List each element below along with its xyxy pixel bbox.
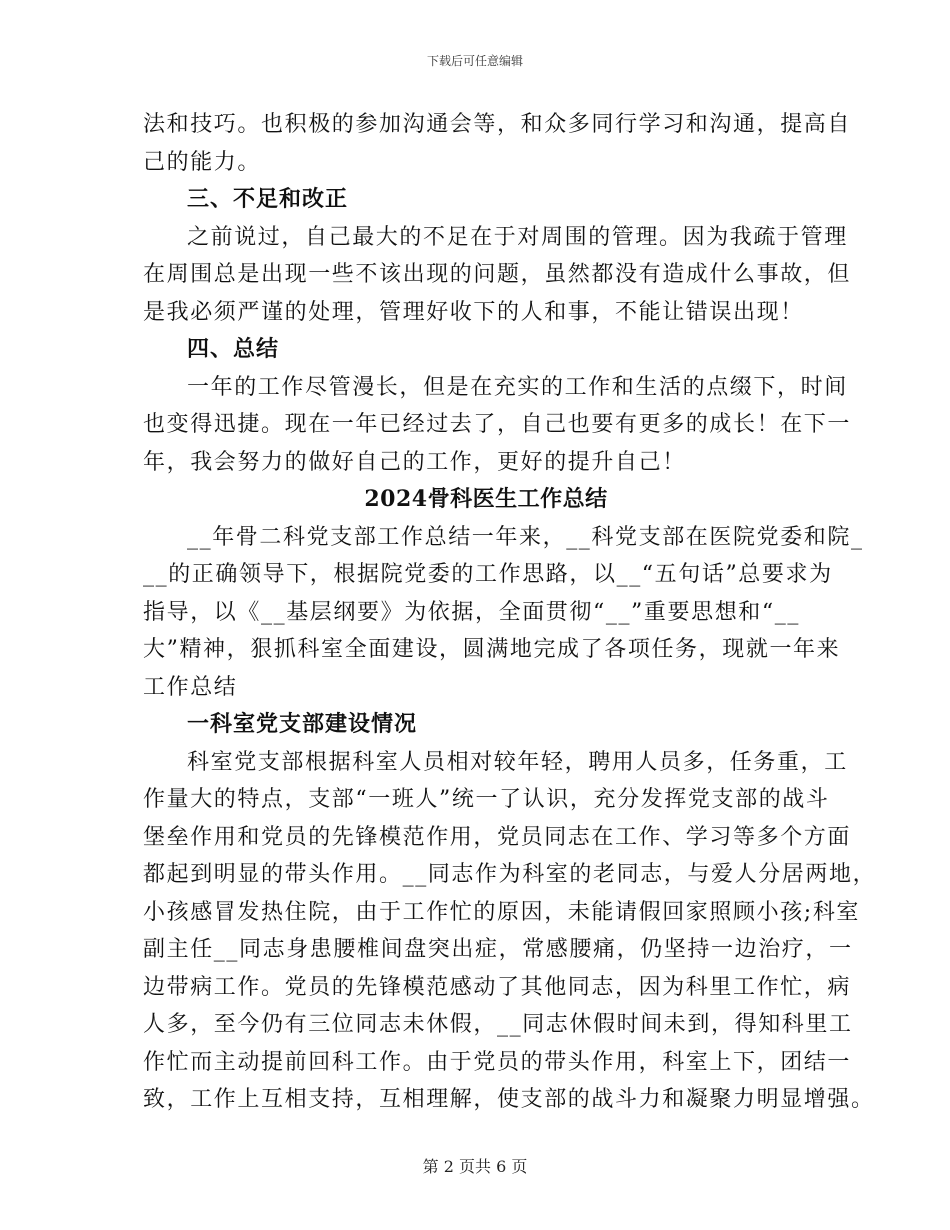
document-body	[143, 106, 877, 1119]
paragraph-line: 都起到明显的带头作用。__同志作为科室的老同志，与爱人分居两地，	[143, 862, 877, 887]
paragraph-line: 指导，以《__基层纲要》为依据，全面贯彻“__”重要思想和“__	[143, 599, 800, 625]
paragraph-line: __年骨二科党支部工作总结一年来，__科党支部在医院党委和院_	[187, 524, 864, 550]
paragraph-line: 己的能力。	[143, 149, 262, 175]
paragraph-line: 作忙而主动提前回科工作。由于党员的带头作用，科室上下，团结一	[143, 1049, 852, 1075]
paragraph-line: 之前说过，自己最大的不足在于对周围的管理。因为我疏于管理	[187, 224, 848, 250]
section-heading: 一科室党支部建设情况	[187, 711, 418, 737]
paragraph-line: 大”精神，狠抓科室全面建设，圆满地完成了各项任务，现就一年来	[143, 637, 841, 662]
page-number-footer: 第 2 页共 6 页	[422, 1157, 528, 1176]
paragraph-line: 是我必须严谨的处理，管理好收下的人和事，不能让错误出现！	[143, 299, 804, 325]
paragraph-line: 工作总结	[143, 674, 238, 700]
paragraph-line: 小孩感冒发热住院，由于工作忙的原因，未能请假回家照顾小孩;科室	[143, 899, 861, 925]
header-note: 下载后可任意编辑	[426, 54, 523, 68]
paragraph-line: 作量大的特点，支部“一班人”统一了认识，充分发挥党支部的战斗	[143, 787, 830, 812]
paragraph-line: 堡垒作用和党员的先锋模范作用，党员同志在工作、学习等多个方面	[143, 824, 852, 850]
paragraph-line: __的正确领导下，根据院党委的工作思路，以__“五句话”总要求为	[143, 562, 833, 587]
paragraph-line: 法和技巧。也积极的参加沟通会等，和众多同行学习和沟通，提高自	[143, 112, 852, 137]
paragraph-line: 也变得迅捷。现在一年已经过去了，自己也要有更多的成长！在下一	[143, 412, 852, 437]
document-title: 2024骨科医生工作总结	[364, 486, 608, 512]
section-heading: 四、总结	[187, 336, 280, 362]
paragraph-line: 致，工作上互相支持，互相理解，使支部的战斗力和凝聚力明显增强。	[143, 1087, 875, 1112]
section-heading: 三、不足和改正	[187, 186, 349, 212]
paragraph-line: 一年的工作尽管漫长，但是在充实的工作和生活的点缀下，时间	[187, 374, 848, 400]
paragraph-line: 人多，至今仍有三位同志未休假，__同志休假时间未到，得知科里工	[143, 1012, 853, 1037]
paragraph-line: 科室党支部根据科室人员相对较年轻，聘用人员多，任务重，工	[187, 749, 848, 775]
paragraph-line: 年，我会努力的做好自己的工作，更好的提升自己！	[143, 449, 686, 475]
paragraph-line: 边带病工作。党员的先锋模范感动了其他同志，因为科里工作忙，病	[143, 974, 852, 1000]
paragraph-line: 在周围总是出现一些不该出现的问题，虽然都没有造成什么事故，但	[143, 262, 852, 287]
paragraph-line: 副主任__同志身患腰椎间盘突出症，常感腰痛，仍坚持一边治疗，一	[143, 937, 853, 962]
